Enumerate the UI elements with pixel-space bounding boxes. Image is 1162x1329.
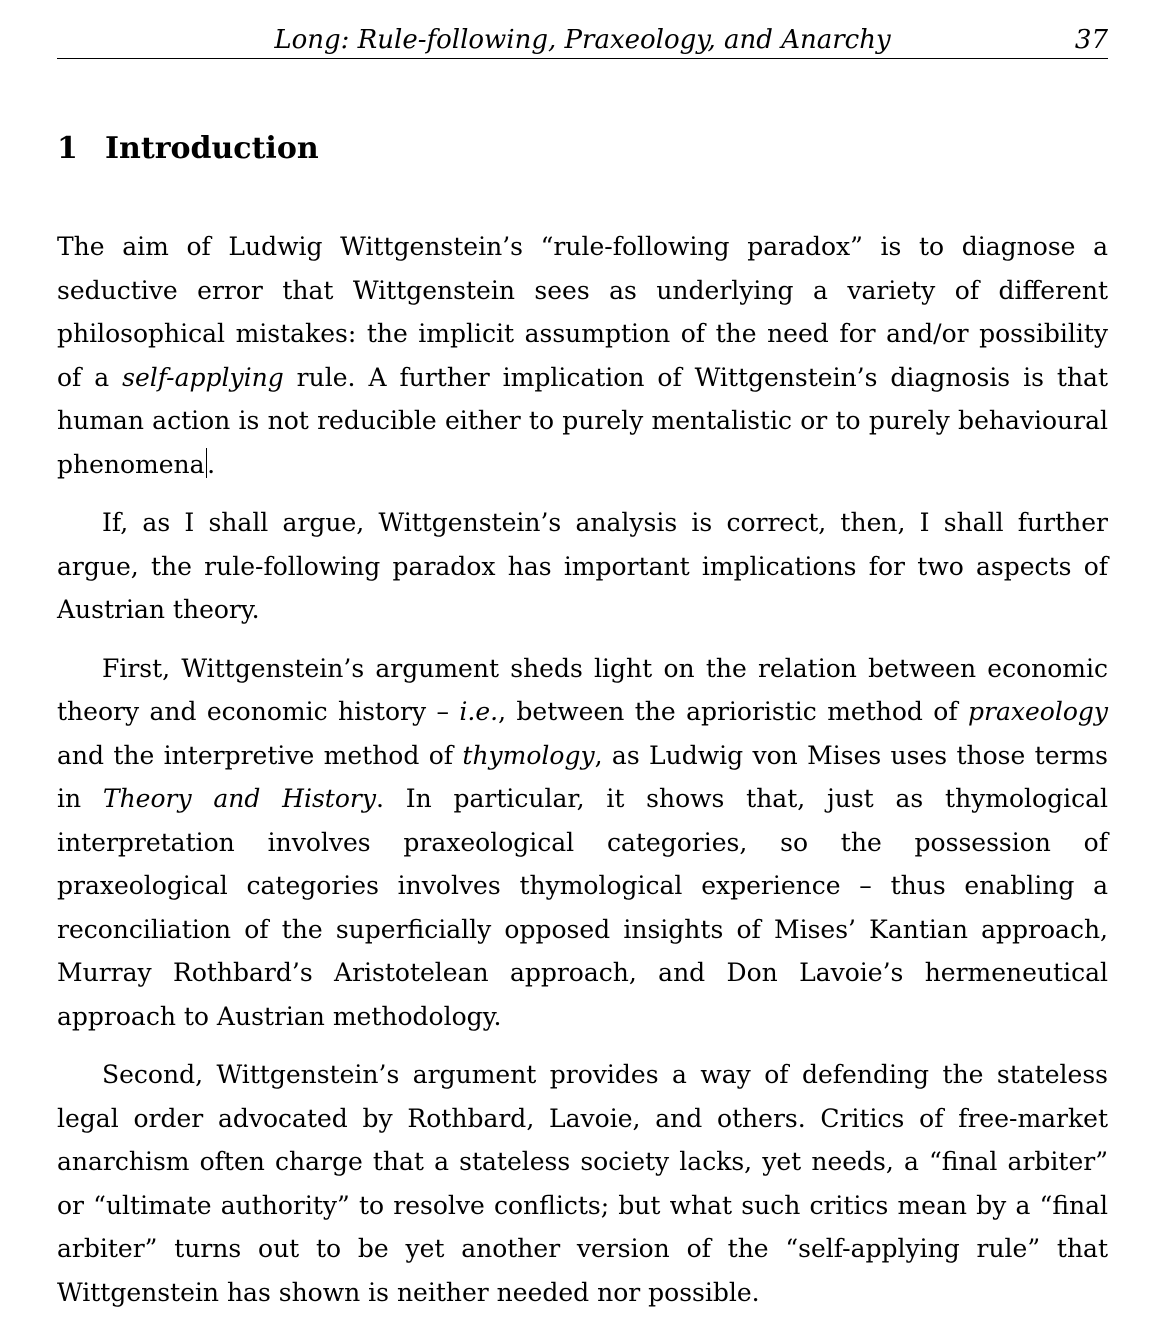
text-run: . — [207, 449, 216, 479]
paragraph-1 — [57, 225, 1108, 486]
text-run: Second, Wittgenstein’s argument provides a way of defending the stateless legal order advocated by Rothbard, Lavoie, and others. Critics of free-market anarchism often charge that a stateless society lacks, yet needs, a “final arbiter” or “ultimate authority” to resolve conflicts; but what such critics mean by a “final arbiter” turns out to be yet another version of the “self-applying rule” that Wittgenstein has shown is neither needed nor possible. — [57, 1060, 1108, 1307]
text-run: The aim of Ludwig Wittgenstein’s “rule-following paradox” is to diagnose a seductive error that Wittgenstein sees as underlying a variety of different philosophical mistakes: the implicit assumption of the need for and/or possibility of a — [57, 232, 1108, 392]
text-run: , between the aprioristic method of — [498, 697, 969, 726]
text-run: If, as I shall argue, Wittgenstein’s analysis is correct, then, I shall further argue, the rule-following paradox has important implications for two aspects of Austrian theory. — [57, 508, 1108, 624]
text-run: . In particular, it shows that, just as thymological interpretation involves praxeological categories, so the possession of praxeological categories involves thymological experience – thus enabling a reconciliation of the superficially opposed insights of Mises’ Kantian approach, Murray Rothbard’s Aristotelean approach, and Don Lavoie’s hermeneutical approach to Austrian methodology. — [57, 784, 1109, 1031]
text-run: , as Ludwig von Mises uses those terms in — [57, 740, 1108, 813]
section-title: Introduction — [105, 131, 319, 166]
emphasis: i.e. — [459, 697, 499, 726]
running-header — [57, 22, 1108, 59]
emphasis: self-applying — [122, 362, 284, 392]
emphasis: Theory and History — [102, 784, 376, 813]
text-run: rule. A further implication of Wittgenstein’s diagnosis is that human action is not reducible either to purely mentalistic or to purely behavioural phenomena — [57, 362, 1108, 479]
text-run: First, Wittgenstein’s argument sheds light on the relation between economic theory and economic history – — [57, 653, 1108, 726]
paragraph-2 — [57, 501, 1108, 632]
text-run: and the interpretive method of — [57, 740, 463, 770]
emphasis: praxeology — [968, 697, 1108, 726]
page-number: 37 — [1074, 25, 1108, 55]
section-number: 1 — [57, 131, 78, 166]
emphasis: thymology — [462, 740, 595, 770]
body-text — [57, 225, 1108, 1314]
paragraph-4 — [57, 1053, 1108, 1314]
section-heading — [57, 129, 1108, 169]
running-title: Long: Rule-following, Praxeology, and Anarchy — [274, 25, 891, 55]
document-page — [57, 22, 1108, 1329]
paragraph-3 — [57, 647, 1108, 1039]
